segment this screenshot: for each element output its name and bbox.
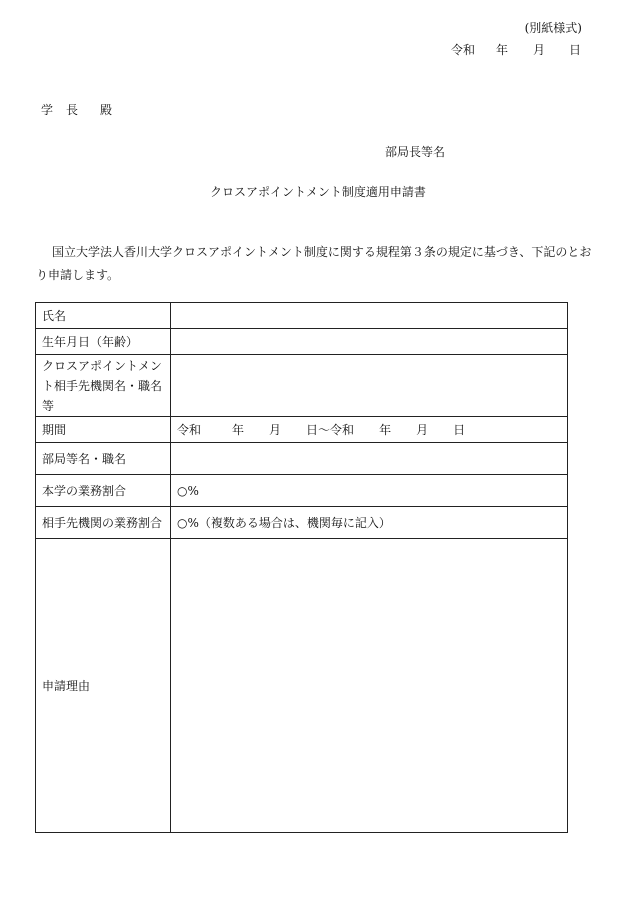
partner-institution-field[interactable]: [171, 355, 568, 417]
reason-field[interactable]: [171, 539, 568, 833]
table-row: [36, 303, 568, 329]
table-row: [36, 475, 568, 507]
body-paragraph: 国立大学法人香川大学クロスアポイントメント制度に関する規程第３条の規定に基づき、下記のとおり申請します。: [36, 245, 592, 282]
period-start-month: 月: [269, 422, 282, 437]
row-label-name: 氏名: [36, 303, 171, 329]
date-era: 令和: [451, 43, 476, 57]
period-start-year: 年: [232, 422, 245, 437]
department-head-name: 部局長等名: [385, 145, 446, 159]
table-row: [36, 417, 568, 443]
period-start-day-separator: 日～令和: [306, 422, 355, 437]
row-label-partner-ratio: 相手先機関の業務割合: [36, 507, 171, 539]
partner-ratio-field[interactable]: ○%（複数ある場合は、機関毎に記入）: [171, 507, 568, 539]
row-label-period: 期間: [36, 417, 171, 443]
table-row: [36, 507, 568, 539]
table-row: [36, 329, 568, 355]
table-row: [36, 443, 568, 475]
row-label-department: 部局等名・職名: [36, 443, 171, 475]
table-row: [36, 539, 568, 833]
document-title: クロスアポイントメント制度適用申請書: [210, 185, 426, 199]
date-year: 年: [496, 43, 509, 57]
addressee-honorific: 殿: [100, 103, 113, 117]
date-month: 月: [533, 43, 546, 57]
period-start-era: 令和: [177, 422, 202, 437]
row-label-reason: 申請理由: [36, 539, 171, 833]
application-form-table: [35, 302, 568, 833]
row-label-birthdate: 生年月日（年齢）: [36, 329, 171, 355]
period-end-year: 年: [379, 422, 392, 437]
addressee-part-2: 長: [66, 103, 79, 117]
period-end-day: 日: [453, 422, 466, 437]
period-end-month: 月: [416, 422, 429, 437]
form-label: (別紙様式): [524, 21, 582, 35]
birthdate-field[interactable]: [171, 329, 568, 355]
row-label-own-ratio: 本学の業務割合: [36, 475, 171, 507]
table-row: [36, 355, 568, 417]
name-field[interactable]: [171, 303, 568, 329]
own-ratio-field[interactable]: ○%: [171, 475, 568, 507]
row-label-partner-institution: クロスアポイントメント相手先機関名・職名等: [36, 355, 171, 417]
addressee: [41, 101, 161, 117]
addressee-part-1: 学: [41, 103, 54, 117]
department-field[interactable]: [171, 443, 568, 475]
period-field[interactable]: [171, 417, 568, 443]
date-day: 日: [569, 43, 582, 57]
date-line: [0, 41, 630, 57]
